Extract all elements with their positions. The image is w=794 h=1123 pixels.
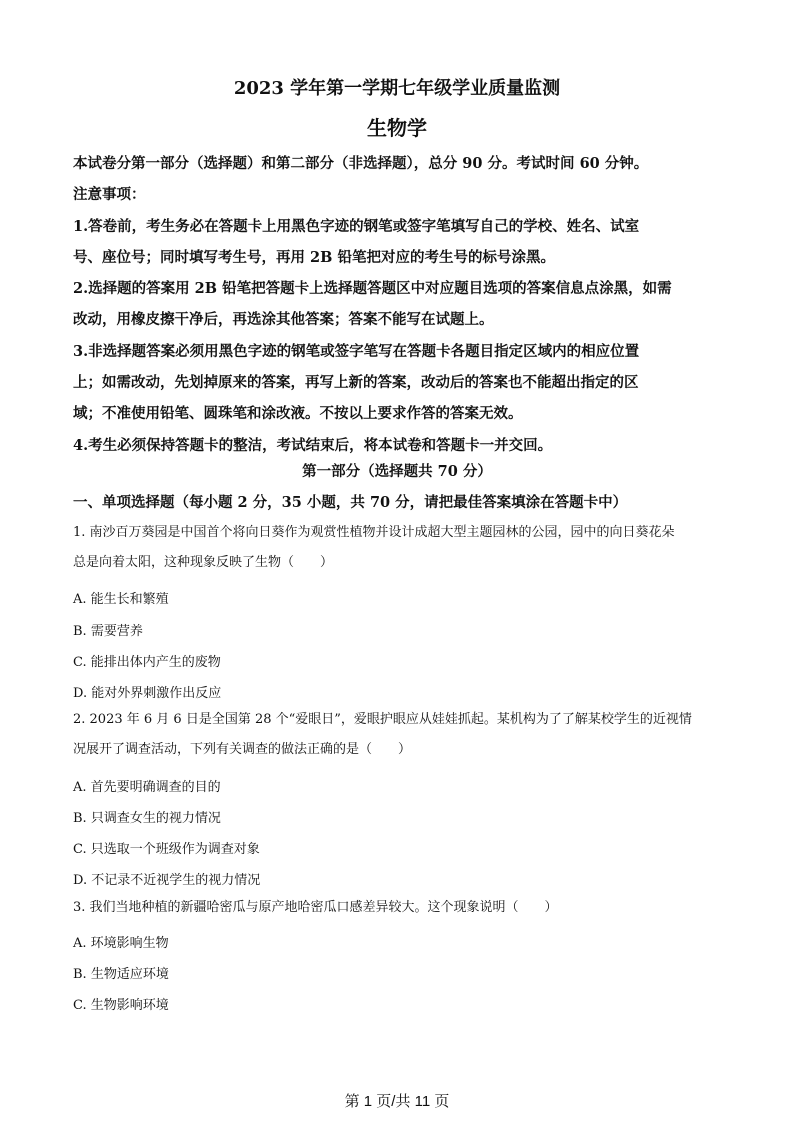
rule-1-line-2: 号、座位号；同时填写考生号，再用 2B 铅笔把对应的考生号的标号涂黑。 bbox=[73, 248, 555, 266]
notice-heading: 注意事项： bbox=[73, 186, 146, 204]
question-2-option-b: B. 只调查女生的视力情况 bbox=[73, 811, 221, 826]
question-1-option-d: D. 能对外界刺激作出反应 bbox=[73, 686, 222, 701]
rule-3-line-1: 3.非选择题答案必须用黑色字迹的钢笔或签字笔写在答题卡各题目指定区域内的相应位置 bbox=[73, 342, 640, 360]
rule-1-line-1: 1.答卷前，考生务必在答题卡上用黑色字迹的钢笔或签字笔填写自己的学校、姓名、试室 bbox=[73, 217, 640, 235]
exam-instructions bbox=[73, 148, 723, 461]
question-2-option-d: D. 不记录不近视学生的视力情况 bbox=[73, 873, 261, 888]
rule-3-line-3: 域；不准使用铅笔、圆珠笔和涂改液。不按以上要求作答的答案无效。 bbox=[73, 405, 523, 423]
rule-2-line-2: 改动，用橡皮擦干净后，再选涂其他答案；答案不能写在试题上。 bbox=[73, 311, 494, 329]
single-choice-header: 一、单项选择题（每小题 2 分，35 小题，共 70 分，请把最佳答案填涂在答题卡中） bbox=[73, 494, 628, 511]
exam-title: 2023 学年第一学期七年级学业质量监测 bbox=[233, 78, 561, 99]
question-1-stem-line-1: 1. 南沙百万葵园是中国首个将向日葵作为观赏性植物并设计成超大型主题园林的公园，园中的向日葵花朵 bbox=[73, 525, 675, 540]
subject-title: 生物学 bbox=[367, 116, 427, 140]
question-3-stem-line-1: 3. 我们当地种植的新疆哈密瓜与原产地哈密瓜口感差异较大。这个现象说明（ ） bbox=[73, 900, 558, 915]
exam-overview: 本试卷分第一部分（选择题）和第二部分（非选择题），总分 90 分。考试时间 60 分钟。 bbox=[73, 155, 649, 172]
page-indicator: 第 1 页/共 11 页 bbox=[344, 1093, 450, 1110]
question-1-stem-line-2: 总是向着太阳，这种现象反映了生物（ ） bbox=[73, 555, 334, 570]
section-title: 第一部分（选择题共 70 分） bbox=[302, 463, 492, 480]
question-2-option-c: C. 只选取一个班级作为调查对象 bbox=[73, 842, 260, 857]
question-2-stem bbox=[73, 705, 723, 765]
question-1-option-c: C. 能排出体内产生的废物 bbox=[73, 655, 221, 670]
rule-3-line-2: 上；如需改动，先划掉原来的答案，再写上新的答案，改动后的答案也不能超出指定的区 bbox=[73, 374, 639, 392]
question-2-option-a: A. 首先要明确调查的目的 bbox=[73, 780, 221, 795]
question-3-option-a: A. 环境影响生物 bbox=[73, 936, 169, 951]
question-3-option-c: C. 生物影响环境 bbox=[73, 998, 169, 1013]
question-1-stem bbox=[73, 518, 723, 578]
rule-2-line-1: 2.选择题的答案用 2B 铅笔把答题卡上选择题答题区中对应题目选项的答案信息点涂黑，如需 bbox=[73, 280, 672, 298]
rule-4: 4.考生必须保持答题卡的整洁，考试结束后，将本试卷和答题卡一并交回。 bbox=[73, 436, 553, 454]
question-1-option-a: A. 能生长和繁殖 bbox=[73, 592, 169, 607]
question-2-stem-line-1: 2. 2023 年 6 月 6 日是全国第 28 个“爱眼日”，爱眼护眼应从娃娃抓起。某机构为了了解某校学生的近视情 bbox=[73, 712, 692, 727]
question-3-stem bbox=[73, 893, 723, 923]
question-1-option-b: B. 需要营养 bbox=[73, 624, 143, 639]
question-2-stem-line-2: 况展开了调查活动，下列有关调查的做法正确的是（ ） bbox=[73, 742, 412, 757]
question-3-option-b: B. 生物适应环境 bbox=[73, 967, 169, 982]
